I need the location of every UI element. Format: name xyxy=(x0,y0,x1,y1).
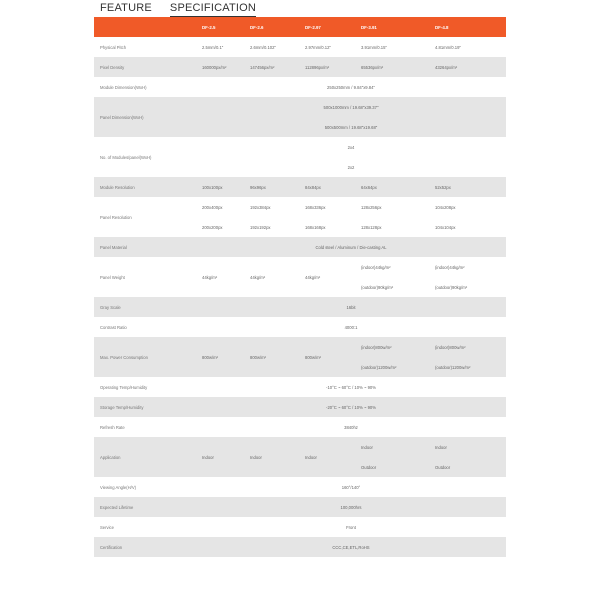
table-row xyxy=(94,197,506,217)
header-cell-df-2-97: DF-2.97 xyxy=(299,17,355,37)
table-cell: 160000px/m² xyxy=(202,64,227,70)
table-cell: Indoor xyxy=(305,454,317,460)
row-label: No. of Modules/panel(WxH) xyxy=(100,154,152,160)
table-row xyxy=(94,137,506,157)
row-label: Physical Pitch xyxy=(100,44,127,50)
row-label: Storage Temp/Humidity xyxy=(100,404,144,410)
table-cell: 112896px/m² xyxy=(305,64,330,70)
table-row xyxy=(94,437,506,457)
table-row xyxy=(94,97,506,117)
row-label: Module Dimension(WxH) xyxy=(100,84,147,90)
table-cell: 2.5mm/0.1" xyxy=(202,44,224,50)
table-row xyxy=(94,537,506,557)
table-cell: Indoor xyxy=(250,454,262,460)
table-cell: 168x168px xyxy=(305,224,326,230)
table-row xyxy=(94,57,506,77)
table-cell: (indoor)800w/m² xyxy=(435,344,466,350)
table-cell: 192x192px xyxy=(250,224,271,230)
tab-specification[interactable]: SPECIFICATION xyxy=(169,2,257,14)
table-cell: (indoor)44kg/m² xyxy=(435,264,465,270)
table-row xyxy=(94,77,506,97)
row-label: Refresh Rate xyxy=(100,424,125,430)
row-label: Panel Material xyxy=(100,244,127,250)
row-label: Operating Temp/Humidity xyxy=(100,384,148,390)
table-cell: Cold steel / Aluminum / Die-casting AL xyxy=(315,244,387,250)
tab-bar xyxy=(100,0,274,16)
table-row xyxy=(94,257,506,277)
row-label: Module Resolution xyxy=(100,184,135,190)
table-cell: 800w/m² xyxy=(202,354,219,360)
table-cell: 800w/m² xyxy=(305,354,322,360)
row-label: Panel Dimension(WxH) xyxy=(100,114,144,120)
row-label: Gray Scale xyxy=(100,304,121,310)
tab-feature[interactable]: FEATURE xyxy=(100,2,152,14)
specification-table xyxy=(94,17,506,557)
table-cell: 168x336px xyxy=(305,204,326,210)
header-cell-df-3-91: DF-3.91 xyxy=(355,17,429,37)
table-cell: 2.6mm/0.102" xyxy=(250,44,276,50)
table-cell: 4.81mm/0.19" xyxy=(435,44,461,50)
row-label: Panel Resolution xyxy=(100,214,132,220)
table-cell: (outdoor)1200w/m² xyxy=(361,364,397,370)
table-row xyxy=(94,37,506,57)
table-cell: 3840hz xyxy=(344,424,358,430)
table-cell: 100x100px xyxy=(202,184,223,190)
table-row xyxy=(94,317,506,337)
row-label: Contrast Ratio xyxy=(100,324,127,330)
table-cell: (outdoor)90kg/m² xyxy=(435,284,468,290)
table-row xyxy=(94,237,506,257)
header-cell-df-4-8: DF-4.8 xyxy=(429,17,506,37)
table-cell: Front xyxy=(346,524,356,530)
table-cell: Indoor xyxy=(361,444,373,450)
table-cell: 4000:1 xyxy=(344,324,358,330)
table-row xyxy=(94,497,506,517)
row-label: Viewing Angle(H/V) xyxy=(100,484,137,490)
table-cell: -20°C ~ 60°C / 10% ~ 90% xyxy=(326,404,376,410)
table-cell: 500x1000mm / 19.68"x39.37" xyxy=(323,104,379,110)
table-cell: Outdoor xyxy=(435,464,451,470)
row-label: Panel Weight xyxy=(100,274,125,280)
table-cell: 64x64px xyxy=(361,184,377,190)
table-cell: 84x84px xyxy=(305,184,321,190)
row-label: Pixel Density xyxy=(100,64,125,70)
table-cell: (indoor)800w/m² xyxy=(361,344,392,350)
table-row xyxy=(94,477,506,497)
table-row xyxy=(94,397,506,417)
table-cell: (indoor)44kg/m² xyxy=(361,264,391,270)
row-label: Expected Lifetime xyxy=(100,504,134,510)
table-cell: 3.91mm/0.15" xyxy=(361,44,387,50)
table-cell: 500x500mm / 19.68"x19.68" xyxy=(324,124,378,130)
table-row xyxy=(94,297,506,317)
table-cell: 100,000hrs xyxy=(340,504,362,510)
row-label: Service xyxy=(100,524,114,530)
table-cell: 147456px/m² xyxy=(250,64,275,70)
table-cell: 160°/140° xyxy=(341,484,361,490)
table-cell: 104x104px xyxy=(435,224,456,230)
table-cell: 250x250mm / 9.84"x9.84" xyxy=(327,84,375,90)
table-cell: 128x128px xyxy=(361,224,382,230)
table-cell: 96x96px xyxy=(250,184,266,190)
table-row xyxy=(94,377,506,397)
table-cell: Outdoor xyxy=(361,464,377,470)
table-cell: 44kg/m² xyxy=(202,274,218,280)
table-cell: 2x4 xyxy=(347,144,355,150)
table-cell: 800w/m² xyxy=(250,354,267,360)
row-label: Certification xyxy=(100,544,123,550)
table-cell: 200x400px xyxy=(202,204,223,210)
header-cell-df-2-5: DF-2.5 xyxy=(196,17,244,37)
table-cell: 192x384px xyxy=(250,204,271,210)
table-row xyxy=(94,337,506,357)
table-cell: 52x52px xyxy=(435,184,451,190)
table-cell: Indoor xyxy=(202,454,214,460)
table-cell: 104x208px xyxy=(435,204,456,210)
row-label: Application xyxy=(100,454,121,460)
table-row xyxy=(94,417,506,437)
table-cell: 128x256px xyxy=(361,204,382,210)
table-cell: -10°C ~ 60°C / 10% ~ 90% xyxy=(326,384,376,390)
table-cell: 2x2 xyxy=(347,164,355,170)
table-row xyxy=(94,517,506,537)
table-cell: 65536px/m² xyxy=(361,64,384,70)
table-row xyxy=(94,177,506,197)
header-cell-df-2-6: DF-2.6 xyxy=(244,17,299,37)
table-cell: 44kg/m² xyxy=(250,274,266,280)
table-cell: (outdoor)1200w/m² xyxy=(435,364,471,370)
table-cell: (outdoor)90kg/m² xyxy=(361,284,394,290)
table-cell: 43264px/m² xyxy=(435,64,458,70)
row-label: Max. Power Consumption xyxy=(100,354,148,360)
table-cell: 16bit xyxy=(346,304,356,310)
table-header-row xyxy=(94,17,506,37)
table-cell: 200x200px xyxy=(202,224,223,230)
table-cell: CCC,CE,ETL,RoHS xyxy=(332,544,370,550)
table-cell: 44kg/m² xyxy=(305,274,321,280)
header-cell-empty xyxy=(94,17,196,37)
table-cell: 2.97mm/0.12" xyxy=(305,44,331,50)
table-cell: Indoor xyxy=(435,444,447,450)
